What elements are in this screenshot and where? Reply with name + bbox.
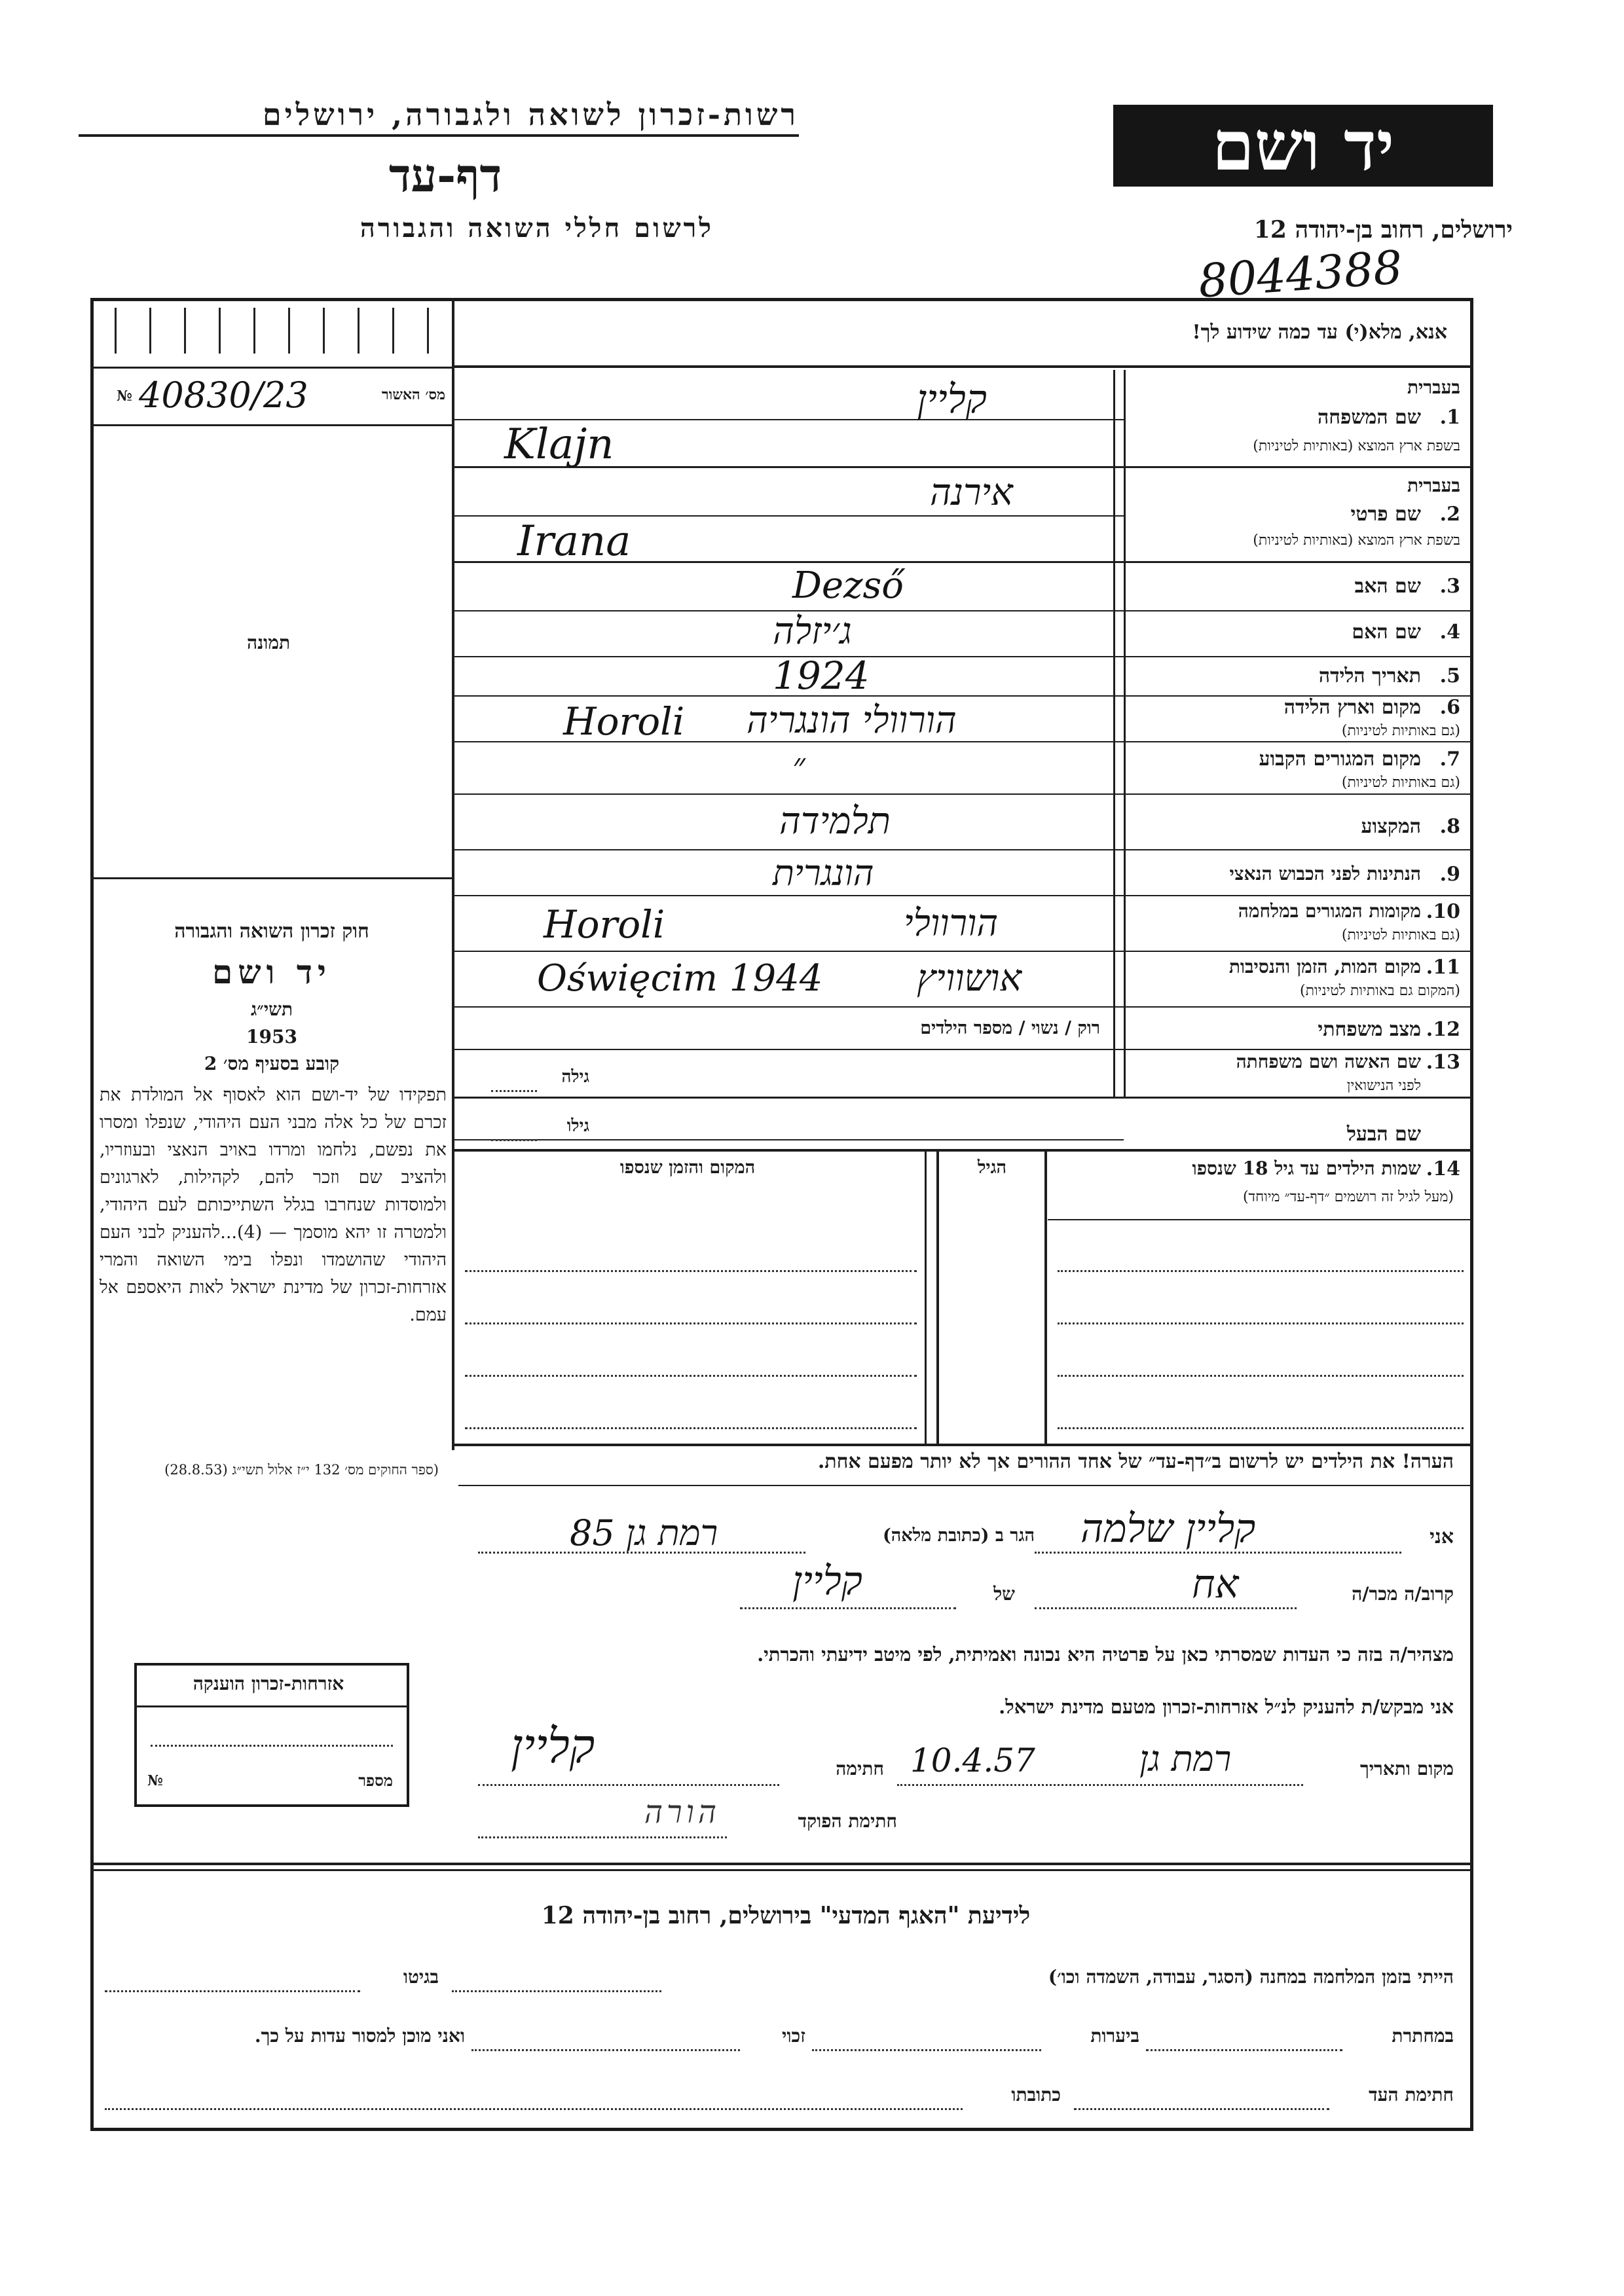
q7-number: 7. — [1439, 748, 1460, 771]
husband-age-dotline — [491, 1139, 537, 1141]
husband-label: שם הבעל — [1346, 1123, 1421, 1146]
q3-number: 3. — [1439, 575, 1460, 598]
citizenship-number-label: מספר — [358, 1771, 393, 1790]
children-row-line — [1058, 1270, 1464, 1272]
children-age-divider-right — [936, 1150, 939, 1445]
q11-hebrew-value: אושוויץ — [917, 957, 1022, 1000]
citizenship-request: אני מבקש/ת להעניק לנ״ל אזרחות-זכרון מטעם מדינת ישראל. — [999, 1696, 1454, 1718]
place-date-label: מקום ותאריך — [1359, 1758, 1454, 1779]
q6-latin-value: Horoli — [563, 699, 685, 744]
witness-signature-label: חתימת העד — [1369, 2084, 1454, 2105]
signature-value: קליין — [511, 1719, 595, 1774]
approval-divider — [90, 424, 452, 426]
children-table-bottom — [452, 1444, 1473, 1446]
q10-sublabel: (גם באותיות לטיניות) — [1341, 927, 1460, 943]
q6-hebrew-value: הורוולי הונגריה — [747, 699, 957, 742]
q7-value: ״ — [792, 746, 805, 786]
q13-age-dotline — [491, 1090, 537, 1092]
children-row-line — [1058, 1322, 1464, 1324]
citizenship-number-symbol: № — [147, 1772, 163, 1789]
row-line — [452, 895, 1473, 896]
q11-number: 11. — [1426, 956, 1460, 979]
row-line — [452, 610, 1473, 611]
scientific-dept-heading: לידיעת "האגף המדעי" בירושלים, רחוב בן-יהודה 12 — [541, 1902, 1031, 1929]
bottom-divider-top — [90, 1863, 1473, 1865]
note-underline — [458, 1485, 1473, 1486]
ruler-ticks — [98, 308, 445, 360]
row-line — [452, 1006, 1473, 1008]
official-signature-label: חתימת הפוקד — [798, 1810, 897, 1832]
organization-name: רשות-זכרון לשואה ולגבורה, ירושלים — [262, 97, 799, 132]
citizenship-box-title: אזרחות-זכרון הוענקה — [193, 1673, 344, 1694]
row-line — [452, 793, 1473, 795]
children-age-divider-left — [925, 1150, 927, 1445]
q7-label: מקום המגורים הקבוע — [1259, 748, 1421, 771]
law-citation: (ספר החוקים מס׳ 132 י״ז אלול תשי״ג (28.8.53) — [164, 1462, 439, 1478]
handwritten-record-number: 8044388 — [1196, 240, 1405, 308]
form-subtitle: לרשום חללי השואה והגבורה — [360, 213, 714, 244]
place-date-dotline — [897, 1784, 1303, 1786]
row-line — [452, 849, 1473, 850]
husband-age-label: גילו — [566, 1116, 589, 1136]
q3-value: Dezső — [792, 564, 904, 607]
q14-number: 14. — [1426, 1157, 1460, 1180]
official-signature-dotline — [478, 1836, 727, 1838]
bottom-divider-second — [90, 1869, 1473, 1871]
q14-place-column: המקום והזמן שנספו — [619, 1157, 756, 1178]
q10-number: 10. — [1426, 900, 1460, 923]
q2-hebrew-value: אירנה — [930, 471, 1013, 514]
of-value: קליין — [792, 1558, 862, 1604]
witness-signature-dotline — [1074, 2108, 1329, 2110]
q13-label: שם האשה ושם משפחתה — [1236, 1051, 1421, 1072]
law-title: חוק זכרון השואה והגבורה — [174, 920, 369, 943]
q12-label: מצב משפחתי — [1318, 1018, 1421, 1041]
q5-label: תאריך הלידה — [1318, 665, 1421, 687]
q5-value: 1924 — [773, 653, 870, 698]
citizenship-box-line — [151, 1745, 393, 1747]
ghetto-dotline — [105, 1990, 360, 1992]
header-underline — [79, 134, 799, 137]
survivor-label: זכוי — [782, 2025, 805, 2047]
forests-label: ביערות — [1090, 2025, 1139, 2047]
q10-latin-value: Horoli — [544, 902, 665, 947]
law-year: 1953 — [246, 1026, 297, 1048]
declarant-i-label: אני — [1430, 1525, 1454, 1548]
photo-placeholder-label: תמונה — [246, 632, 291, 653]
children-header-line — [1048, 1219, 1473, 1220]
yad-vashem-logo: יד ושם — [1113, 105, 1493, 187]
q12-number: 12. — [1426, 1018, 1460, 1041]
children-row-line — [465, 1427, 917, 1429]
declarant-address-value: רמת גן 85 — [570, 1512, 718, 1554]
survivor-dotline — [471, 2049, 740, 2051]
witness-address-label: כתובתו — [1011, 2084, 1061, 2105]
row-line — [452, 515, 1124, 517]
q9-number: 9. — [1439, 863, 1460, 886]
approval-number-symbol: № — [117, 388, 132, 405]
of-label: של — [993, 1583, 1015, 1605]
declarant-name-dotline — [1035, 1552, 1401, 1554]
organization-address: ירושלים, רחוב בן-יהודה 12 — [1253, 216, 1513, 244]
q6-label: מקום וארץ הלידה — [1283, 696, 1421, 719]
q14-sublabel: (מעל לגיל זה רושמים ״דף-עד״ מיוחד) — [1242, 1189, 1454, 1205]
q1-label: שם המשפחה — [1317, 406, 1421, 429]
q12-options: רוק / נשוי / מספר הילדים — [920, 1018, 1100, 1038]
ruler-divider — [90, 367, 452, 369]
q1-lang-label: בעברית — [1407, 376, 1460, 398]
q4-label: שם האם — [1352, 621, 1421, 644]
declarant-name-value: קליין שלמה — [1080, 1506, 1256, 1552]
q2-number: 2. — [1439, 503, 1460, 526]
approval-number-label: מס׳ האשור — [381, 386, 445, 403]
q13-number: 13. — [1426, 1051, 1460, 1074]
form-title: דף-עד — [388, 148, 502, 202]
children-note: הערה! את הילדים יש לרשום ב״דף-עד״ של אחד ההורים אך לא יותר מפעם אחת. — [817, 1450, 1454, 1473]
q3-label: שם האב — [1354, 575, 1421, 598]
law-year-hebrew: תשי״ג — [250, 998, 293, 1020]
q1-latin-value: Klajn — [504, 420, 614, 469]
relation-dotline — [1035, 1607, 1297, 1609]
children-row-line — [1058, 1375, 1464, 1377]
q1-hebrew-value: קליין — [917, 376, 987, 422]
signature-dotline — [478, 1784, 779, 1786]
q7-sublabel: (גם באותיות לטיניות) — [1341, 774, 1460, 791]
official-stamp: הורה — [644, 1794, 720, 1831]
q5-number: 5. — [1439, 665, 1460, 687]
of-dotline — [740, 1607, 956, 1609]
q8-value: תלמידה — [779, 800, 891, 843]
photo-divider — [90, 877, 452, 879]
q1-number: 1. — [1439, 406, 1460, 429]
declaration-statement: מצהיר/ה בזה כי העדות שמסרתי כאן על פרטיה היא נכונה ואמיתית, לפי מיטב ידיעתי והכרתי. — [757, 1643, 1454, 1666]
date-value: 10.4.57 — [910, 1741, 1035, 1779]
signature-label: חתימה — [836, 1758, 884, 1779]
row-line — [452, 1139, 1124, 1140]
q10-label: מקומות המגורים במלחמה — [1238, 900, 1421, 922]
intro-divider — [452, 365, 1473, 368]
q10-hebrew-value: הורוולי — [904, 902, 999, 945]
row-line — [452, 1049, 1473, 1050]
q2-label: שם פרטי — [1350, 503, 1421, 526]
q9-value: הונגרית — [773, 852, 874, 894]
q4-value: ג׳יזלה — [773, 610, 852, 653]
camp-dotline — [452, 1990, 661, 1992]
q13-sublabel: לפני הנישואין — [1346, 1078, 1421, 1094]
q14-age-column: הגיל — [977, 1157, 1007, 1178]
children-row-line — [465, 1270, 917, 1272]
law-text: תפקידו של יד-ושם הוא לאסוף אל המולדת את זכרם של כל אלה מבני העם היהודי, שנפלו ומסרו את נפשם, נלחמו ומרדו באויב הנאצי ובעוזריו, ולהציב שם וזכר להם, לקהילות, לארגונים ולמוסדות שנחרבו בגלל השתייכותם לעם היהודי, ולמטרה זו יהא מוסמך — (4)...להעניק לבני העם היהודי שהושמדו ונפלו בימי השואה והמרי אזרחות-זכרון של מדינת ישראל לאות היאספם אל עמם. — [100, 1085, 447, 1325]
row-line — [452, 951, 1473, 952]
children-row-line — [465, 1375, 917, 1377]
declarant-address-dotline — [478, 1552, 805, 1554]
relation-value: אח — [1192, 1561, 1239, 1607]
q6-sublabel: (גם באותיות לטיניות) — [1341, 723, 1460, 739]
relative-label: קרוב/ה מכר/ה — [1352, 1583, 1454, 1605]
children-row-line — [1058, 1427, 1464, 1429]
children-table-divider — [1044, 1150, 1047, 1445]
row-line — [452, 656, 1473, 657]
q9-label: הנתינות לפני הכבוש הנאצי — [1229, 863, 1421, 884]
law-section: קובע בסעיף מס׳ 2 — [204, 1053, 340, 1074]
approval-number-value: 40830/23 — [139, 374, 308, 416]
children-row-line — [465, 1322, 917, 1324]
q1-sublabel: בשפת ארץ המוצא (באותיות לטיניות) — [1253, 438, 1460, 454]
left-column-separator — [452, 298, 454, 1450]
value-column-separator — [1113, 370, 1115, 1097]
law-name: יד ושם — [212, 953, 331, 991]
forests-dotline — [812, 2049, 1041, 2051]
q2-sublabel: בשפת ארץ המוצא (באותיות לטיניות) — [1253, 532, 1460, 549]
q2-lang-label: בעברית — [1407, 475, 1460, 496]
q2-latin-value: Irana — [517, 517, 631, 566]
testimony-willing: ואני מוכן למסור עדות על כך. — [254, 2025, 465, 2047]
witness-address-dotline — [105, 2108, 963, 2110]
ghetto-label: בגיטו — [403, 1966, 439, 1988]
q11-latin-value: Oświęcim 1944 — [537, 957, 823, 1000]
q4-number: 4. — [1439, 621, 1460, 644]
q11-sublabel: (המקום גם באותיות לטיניות) — [1300, 983, 1460, 999]
row-line — [452, 1097, 1473, 1099]
q11-label: מקום המות, הזמן והנסיבות — [1228, 956, 1421, 977]
place-value: רמת גן — [1139, 1738, 1232, 1779]
camp-statement: הייתי בזמן המלחמה במחנה (הסגר, עבודה, השמדה וכו׳) — [1048, 1966, 1454, 1988]
q6-number: 6. — [1439, 696, 1460, 719]
children-table-top — [452, 1149, 1473, 1152]
underground-label: במחתרת — [1392, 2025, 1454, 2047]
underground-dotline — [1146, 2049, 1342, 2051]
q8-label: המקצוע — [1361, 815, 1421, 838]
q13-age-label: גילה — [561, 1067, 589, 1087]
declarant-address-label: הגר ב (כתובת מלאה) — [882, 1525, 1035, 1546]
intro-instruction: אנא, מלא(י) עד כמה שידוע לך! — [1192, 321, 1447, 344]
q14-label: שמות הילדים עד גיל 18 שנספו — [1192, 1157, 1421, 1179]
citizenship-box-divider — [134, 1705, 409, 1707]
label-column-separator — [1124, 370, 1126, 1097]
q8-number: 8. — [1439, 815, 1460, 838]
